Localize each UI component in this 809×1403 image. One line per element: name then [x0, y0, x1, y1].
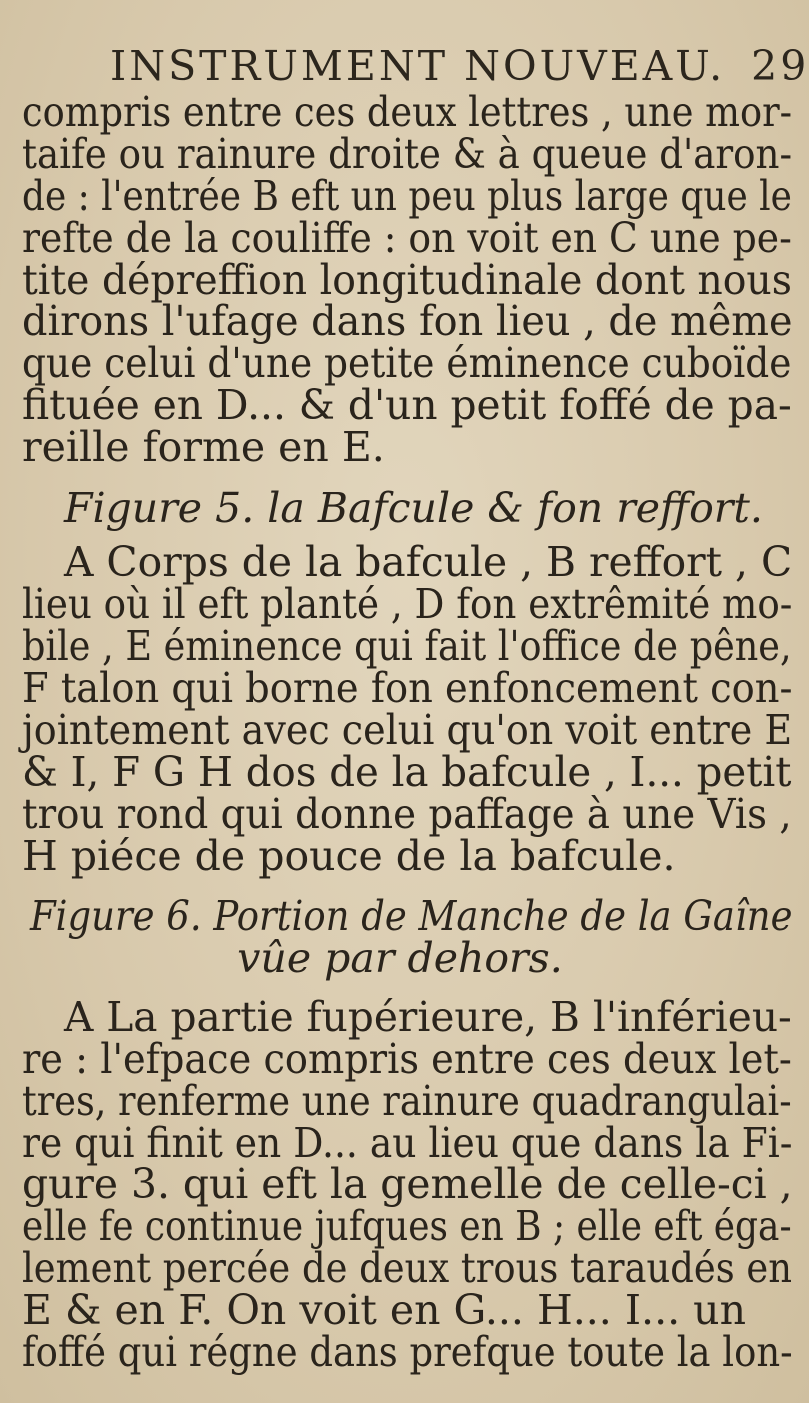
text-line: refte de la couliffe : on voit en C une pe- — [22, 214, 792, 262]
figure5-line: lieu où il eft planté , D fon extrêmité mo- — [22, 580, 793, 628]
text-line: dirons l'ufage dans fon lieu , de même — [22, 297, 793, 345]
figure6-line: re qui finit en D... au lieu que dans la Fi- — [22, 1119, 793, 1167]
figure6-line: A La partie fupérieure, B l'inférieu- — [64, 993, 792, 1041]
text-line: reille forme en E. — [22, 423, 385, 471]
figure6-caption-line1: Figure 6. Portion de Manche de la Gaîne — [30, 892, 793, 940]
text-line: compris entre ces deux lettres , une mor- — [22, 88, 793, 136]
figure6-line: E & en F. On voit en G... H... I... un — [22, 1286, 746, 1334]
text-line: que celui d'une petite éminence cuboïde — [22, 339, 792, 387]
figure5-caption: Figure 5. la Bafcule & fon reffort. — [64, 484, 763, 532]
figure5-line: F talon qui borne fon enfoncement con- — [22, 664, 793, 712]
figure6-caption-line2: vûe par dehors. — [237, 934, 563, 982]
figure5-line: & I, F G H dos de la bafcule , I... petit — [22, 748, 792, 796]
figure6-line: re : l'efpace compris entre ces deux let- — [22, 1035, 792, 1083]
text-line: taife ou rainure droite & à queue d'aron- — [22, 130, 793, 178]
figure5-line: bile , E éminence qui fait l'office de pêne, — [22, 622, 792, 670]
figure6-line: foffé qui régne dans prefque toute la lon- — [22, 1328, 793, 1376]
figure5-line: trou rond qui donne paffage à une Vis , — [22, 790, 792, 838]
figure5-line: H piéce de pouce de la bafcule. — [22, 832, 676, 880]
text-line: de : l'entrée B eft un peu plus large que le — [22, 172, 792, 220]
running-head-title: INSTRUMENT NOUVEAU. — [110, 42, 726, 90]
figure5-line: A Corps de la bafcule , B reffort , C — [64, 538, 793, 586]
figure6-line: elle fe continue jufques en B ; elle eft éga- — [22, 1202, 792, 1250]
page-number: 29 — [751, 42, 809, 90]
figure6-line: tres, renferme une rainure quadrangulai- — [22, 1077, 792, 1125]
running-head — [110, 42, 809, 90]
figure5-line: jointement avec celui qu'on voit entre E — [22, 706, 793, 754]
text-line: tite dépreffion longitudinale dont nous — [22, 256, 792, 304]
figure6-line: lement percée de deux trous taraudés en — [22, 1244, 792, 1292]
figure6-line: gure 3. qui eft la gemelle de celle-ci , — [22, 1160, 793, 1208]
text-line: fituée en D... & d'un petit foffé de pa- — [22, 381, 792, 429]
